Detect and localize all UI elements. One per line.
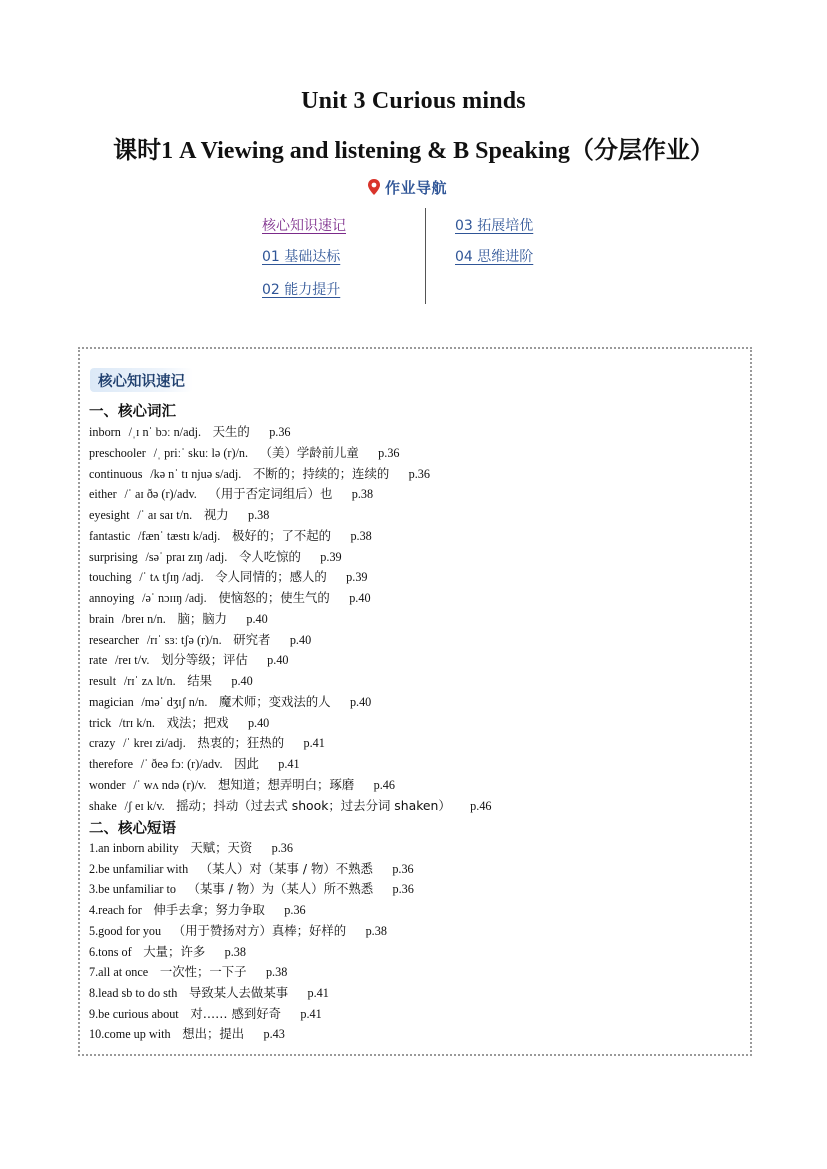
vocab-word: preschooler (89, 445, 146, 460)
vocab-word: rate (89, 653, 108, 668)
vocab-meaning: 极好的；了不起的 (231, 527, 332, 543)
vocab-item (89, 569, 368, 585)
vocab-item (89, 507, 269, 523)
vocab-page: p.40 (231, 674, 253, 688)
phrase-item (89, 1006, 322, 1022)
phrase-item (89, 964, 287, 980)
nav-link-core-knowledge[interactable]: 核心知识速记 (262, 218, 346, 234)
vocab-phonetic: /kə nˈ tɪ njuə s/adj. (150, 466, 242, 481)
vocab-item (89, 445, 400, 461)
phrase-meaning: （某事 / 物）为（某人）所不熟悉 (187, 881, 374, 897)
phrase-page: p.38 (265, 965, 288, 980)
vocab-phonetic: /reɪ t/v. (115, 653, 150, 668)
vocab-word: shake (89, 798, 117, 813)
vocab-heading: 一、核心词汇 (89, 404, 176, 420)
vocab-item (89, 528, 372, 544)
vocab-word: magician (89, 694, 134, 709)
vocab-item (89, 590, 371, 606)
phrase-page: p.38 (224, 944, 246, 959)
vocab-phonetic: /ˌɪ nˈ bɔː n/adj. (128, 425, 202, 439)
vocab-word: trick (89, 715, 112, 730)
vocab-phonetic: /rɪˈ zʌ lt/n. (123, 674, 176, 688)
vocab-word: touching (89, 570, 132, 585)
phrase-text: 4.reach for (89, 903, 142, 918)
vocab-word: crazy (89, 736, 116, 751)
vocab-word: researcher (89, 632, 140, 647)
vocab-phonetic: /breɪ n/n. (121, 611, 166, 626)
vocab-word: either (89, 487, 117, 502)
vocab-page: p.38 (350, 528, 372, 543)
vocab-meaning: 摇动；抖动（过去式 shook；过去分词 shaken） (176, 797, 451, 813)
phrase-page: p.41 (300, 1006, 322, 1021)
phrase-meaning: 天赋；天资 (190, 840, 253, 855)
phrase-meaning: （用于赞扬对方）真棒；好样的 (172, 922, 347, 938)
vocab-item (89, 777, 395, 793)
vocab-phonetic: /ˌ priːˈ skuː lə (r)/n. (153, 445, 249, 460)
vocab-page: p.39 (320, 549, 342, 564)
vocab-phonetic: /fænˈ tæstɪ k/adj. (138, 528, 221, 543)
vocab-phonetic: /əˈ nɔɪɪŋ /adj. (142, 591, 207, 605)
vocab-meaning: 划分等级；评估 (161, 652, 248, 668)
vocab-item (89, 424, 291, 440)
phrase-meaning: 想出；提出 (182, 1026, 245, 1042)
vocab-phonetic: /ˈ ðeə fɔː (r)/adv. (140, 757, 223, 771)
vocab-phonetic: /ˈ aɪ ðə (r)/adv. (124, 487, 197, 502)
phrase-text: 3.be unfamiliar to (89, 882, 176, 897)
vocab-item (89, 715, 269, 731)
vocab-meaning: 研究者 (233, 631, 271, 647)
phrase-item (89, 881, 414, 897)
nav-divider (425, 208, 426, 304)
location-pin-icon (366, 178, 382, 196)
vocab-page: p.40 (349, 591, 371, 605)
phrase-heading: 二、核心短语 (89, 821, 176, 837)
vocab-item (89, 549, 342, 565)
vocab-item (89, 611, 268, 627)
vocab-item (89, 632, 311, 648)
section-title: 核心知识速记 (90, 368, 193, 392)
phrase-meaning: 对…… 感到好奇 (190, 1005, 282, 1021)
phrase-text: 10.come up with (89, 1027, 171, 1042)
vocab-meaning: 天生的 (212, 424, 250, 439)
vocab-word: eyesight (89, 508, 130, 522)
vocab-meaning: 戏法；把戏 (166, 714, 229, 730)
vocab-item (89, 756, 300, 772)
title-line-1: Unit 3 Curious minds (301, 88, 526, 114)
phrase-text: 8.lead sb to do sth (89, 985, 178, 1000)
vocab-phonetic: /ˈ kreɪ zi/adj. (123, 736, 186, 751)
vocab-page: p.41 (303, 736, 325, 751)
phrase-item (89, 840, 293, 856)
vocab-word: continuous (89, 466, 143, 481)
phrase-text: 9.be curious about (89, 1006, 179, 1021)
vocab-page: p.46 (373, 777, 395, 792)
phrase-meaning: 导致某人去做某事 (188, 984, 289, 1000)
phrase-text: 7.all at once (89, 965, 149, 980)
phrase-page: p.36 (271, 841, 293, 855)
vocab-item (89, 486, 373, 502)
vocab-phonetic: /məˈ dʒɪʃ n/n. (141, 694, 208, 709)
vocab-meaning: 不断的；持续的；连续的 (252, 465, 390, 481)
vocab-page: p.38 (351, 487, 374, 502)
vocab-phonetic: /ˈ aɪ saɪ t/n. (137, 508, 193, 522)
vocab-item (89, 652, 289, 668)
vocab-page: p.46 (470, 798, 492, 813)
vocab-meaning: 使恼怒的；使生气的 (218, 590, 330, 605)
vocab-item (89, 673, 253, 689)
nav-link-thinking[interactable]: 04 思维进阶 (455, 249, 534, 265)
vocab-phonetic: /rɪˈ sɜː tʃə (r)/n. (146, 632, 222, 647)
vocab-page: p.41 (278, 757, 300, 771)
phrase-item (89, 861, 414, 877)
vocab-word: inborn (89, 425, 121, 439)
nav-link-ability[interactable]: 02 能力提升 (262, 282, 341, 298)
vocab-page: p.40 (246, 611, 268, 626)
vocab-item (89, 694, 371, 710)
vocab-phonetic: /ˈ tʌ tʃɪŋ /adj. (139, 570, 204, 585)
nav-link-extension[interactable]: 03 拓展培优 (455, 218, 534, 234)
phrase-item (89, 985, 329, 1001)
vocab-meaning: 结果 (187, 673, 213, 688)
vocab-meaning: 令人同情的；感人的 (215, 569, 327, 585)
vocab-page: p.36 (408, 466, 430, 481)
vocab-item (89, 735, 325, 751)
vocab-phonetic: /səˈ praɪ zɪŋ /adj. (145, 549, 228, 564)
vocab-meaning: （美）学龄前儿童 (259, 444, 359, 460)
vocab-meaning: 令人吃惊的 (238, 548, 301, 564)
vocab-meaning: 视力 (203, 507, 229, 522)
phrase-item (89, 1026, 285, 1042)
phrase-item (89, 902, 306, 918)
phrase-meaning: （某人）对（某事 / 物）不熟悉 (199, 860, 373, 876)
vocab-word: result (89, 674, 117, 688)
vocab-word: brain (89, 611, 115, 626)
vocab-page: p.36 (269, 425, 291, 439)
phrase-item (89, 923, 387, 939)
phrase-meaning: 伸手去拿；努力争取 (153, 902, 265, 918)
vocab-phonetic: /ˈ wʌ ndə (r)/v. (133, 777, 207, 792)
vocab-meaning: （用于否定词组后）也 (208, 486, 333, 502)
nav-link-basic[interactable]: 01 基础达标 (262, 249, 341, 265)
phrase-text: 5.good for you (89, 923, 162, 938)
vocab-meaning: 脑；脑力 (177, 610, 227, 626)
vocab-meaning: 魔术师；变戏法的人 (219, 693, 331, 709)
vocab-item (89, 798, 492, 814)
vocab-page: p.36 (378, 445, 400, 460)
vocab-meaning: 因此 (234, 756, 259, 771)
vocab-item (89, 466, 430, 482)
vocab-meaning: 想知道；想弄明白；琢磨 (217, 776, 355, 792)
phrase-page: p.43 (263, 1027, 285, 1042)
phrase-text: 1.an inborn ability (89, 841, 179, 855)
vocab-page: p.39 (346, 570, 368, 585)
phrase-page: p.36 (392, 882, 414, 897)
vocab-meaning: 热衷的；狂热的 (197, 735, 285, 751)
phrase-page: p.36 (284, 903, 306, 918)
vocab-word: annoying (89, 591, 135, 605)
homework-nav-header (366, 176, 447, 198)
vocab-word: wonder (89, 777, 126, 792)
phrase-meaning: 大量；许多 (143, 943, 206, 959)
phrase-text: 6.tons of (89, 944, 132, 959)
vocab-page: p.40 (349, 694, 372, 709)
vocab-page: p.40 (289, 632, 312, 647)
vocab-word: fantastic (89, 528, 131, 543)
vocab-word: therefore (89, 757, 133, 771)
vocab-page: p.38 (248, 508, 270, 522)
phrase-text: 2.be unfamiliar with (89, 861, 189, 876)
phrase-page: p.36 (392, 861, 414, 876)
homework-nav-title: 作业导航 (385, 178, 448, 197)
phrase-page: p.41 (307, 985, 329, 1000)
vocab-page: p.40 (267, 653, 289, 668)
vocab-word: surprising (89, 549, 138, 564)
phrase-item (89, 944, 246, 960)
title-line-2: 课时1 A Viewing and listening & B Speaking（分层作业） (113, 138, 714, 164)
vocab-phonetic: /trɪ k/n. (119, 715, 155, 730)
vocab-page: p.40 (247, 715, 270, 730)
phrase-page: p.38 (365, 923, 387, 938)
phrase-meaning: 一次性；一下子 (159, 964, 247, 980)
vocab-phonetic: /ʃ eɪ k/v. (124, 798, 165, 813)
